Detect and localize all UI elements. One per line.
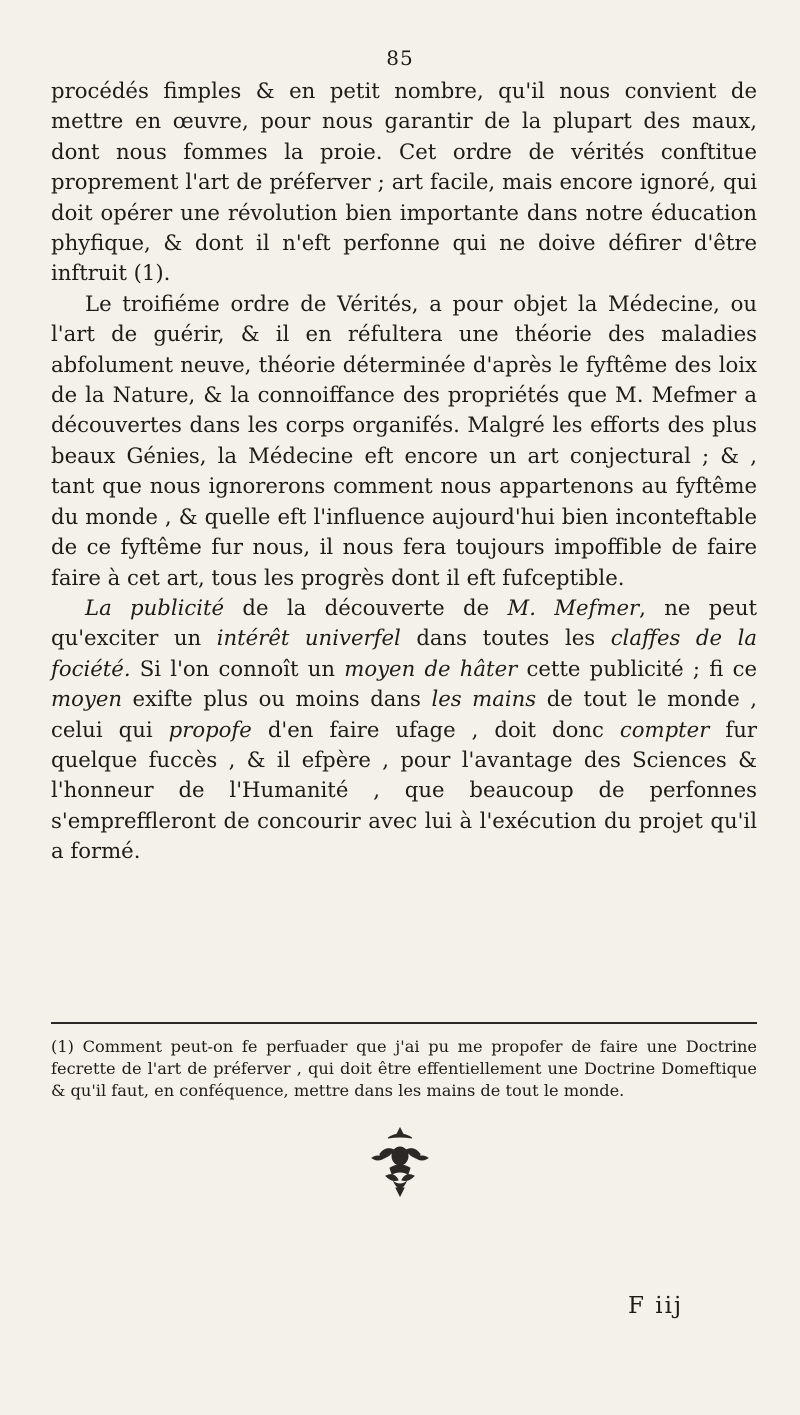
- p3-italic-mains: les mains: [431, 686, 537, 712]
- signature-mark: F iij: [628, 1293, 684, 1319]
- p3-italic-propose: propofe: [168, 716, 252, 742]
- main-text: [51, 76, 757, 867]
- page-number: 85: [386, 46, 414, 70]
- p3-italic-classes: claffes de la fociété.: [51, 625, 757, 681]
- paragraph-2: Le troifiéme ordre de Vérités, a pour objet la Médecine, ou l'art de guérir, & il en réfultera une théorie des maladies abfolument neuve, théorie déterminée d'après le fyftême des loix de la Nature, & la connoiffance des propriétés que M. Mefmer a découvertes dans les corps organifés. Malgré les efforts des plus beaux Génies, la Médecine eft encore un art conjectural ; & , tant que nous ignorerons comment nous appartenons au fyftême du monde , & quelle eft l'influence aujourd'hui bien inconteftable de ce fyftême fur nous, il nous fera toujours impoffible de faire faire à cet art, tous les progrès dont il eft fufceptible.: [51, 290, 757, 590]
- p3-text: , ne peut qu'exciter un: [51, 594, 758, 651]
- p3-italic-interet: intérêt univerfel: [216, 625, 401, 651]
- p3-text: dans toutes les: [400, 625, 611, 651]
- p3-italic-compter: compter: [619, 716, 710, 742]
- p3-italic-moyen: moyen: [51, 686, 123, 712]
- p3-text: exifte plus ou moins dans: [122, 686, 432, 712]
- p3-text: fur quelque fuccès , & il efpère , pour l'avantage des Sciences & l'honneur de l'Humanité , que beaucoup de perfonnes s'empreffleront de concourir avec lui à l'exécution du projet qu'il a formé.: [51, 716, 758, 864]
- p3-text: de tout le monde , celui qui: [51, 686, 757, 742]
- p3-text: Si l'on connoît un: [130, 655, 345, 681]
- p3-text: cette publicité ; fi ce: [517, 655, 757, 681]
- footnote: [51, 1036, 757, 1102]
- paragraph-1: procédés fimples & en petit nombre, qu'il nous convient de mettre en œuvre, pour nous garantir de la plupart des maux, dont nous fommes la proie. Cet ordre de vérités conftitue proprement l'art de préferver ; art facile, mais encore ignoré, qui doit opérer une révolution bien importante dans notre éducation phyfique, & dont il n'eft perfonne qui ne doive défirer d'être inftruit (1).: [51, 78, 757, 286]
- footnote-text: (1) Comment peut-on fe perfuader que j'ai pu me propofer de faire une Doctrine fecrette de l'art de préferver , qui doit être effentiellement une Doctrine Domeftique & qu'il faut, en conféquence, mettre dans les mains de tout le monde.: [51, 1037, 757, 1100]
- p3-italic-publicite: La publicité: [85, 594, 225, 620]
- paragraph-3: [51, 593, 757, 867]
- p3-text: de la découverte de: [224, 594, 508, 620]
- p3-italic-moyen-hater: moyen de hâter: [344, 655, 518, 681]
- p3-italic-mesmer: M. Mefmer: [507, 594, 640, 620]
- fleuron-ornament-icon: [350, 1124, 450, 1200]
- p3-text: d'en faire ufage , doit donc: [251, 716, 620, 742]
- footnote-rule: [51, 1022, 757, 1024]
